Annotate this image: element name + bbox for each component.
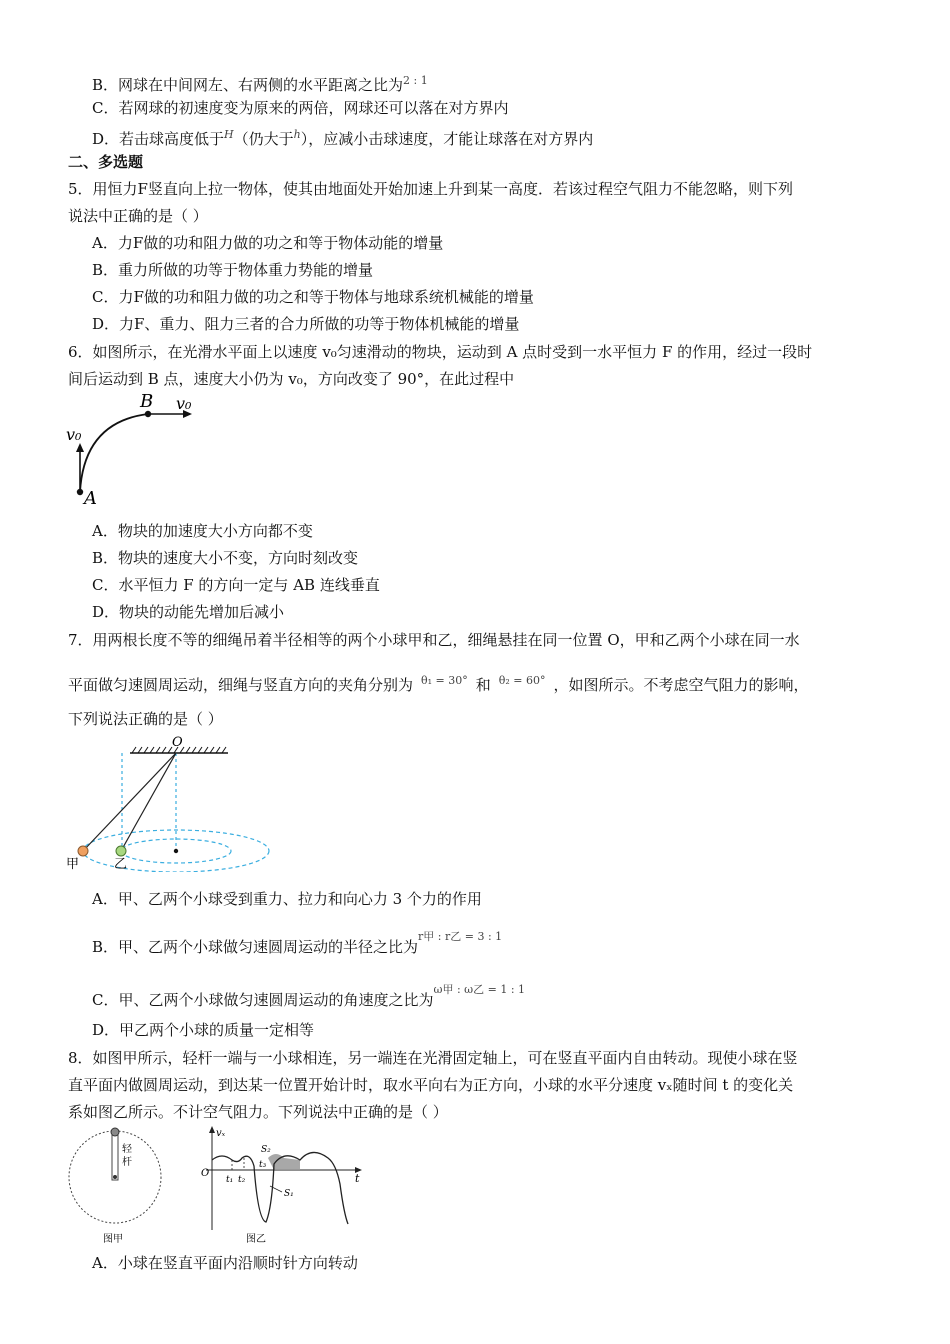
q6-stem-line2: 间后运动到 B 点，速度大小仍为 v₀，方向改变了 90°，在此过程中	[68, 370, 515, 388]
q8-fig-yi-caption: 图乙	[246, 1234, 266, 1245]
q7-figure	[62, 732, 277, 872]
q4-option-d	[92, 124, 593, 150]
q8-label-t1: t₁	[226, 1175, 234, 1185]
q4-option-c: C．若网球的初速度变为原来的两倍，网球还可以落在对方界内	[92, 99, 509, 117]
q8-figure-jia	[62, 1124, 172, 1246]
q8-label-vx: vₓ	[216, 1128, 226, 1139]
q4-option-d-part1: D．若击球高度低于	[92, 130, 225, 148]
q8-stem-line3: 系如图乙所示。不计空气阻力。下列说法中正确的是（ ）	[68, 1103, 448, 1121]
q7-option-c-ratio: ω甲 : ω乙 = 1 : 1	[433, 983, 526, 996]
section-heading: 二、多选题	[68, 153, 144, 171]
q8-label-t2: t₂	[238, 1175, 246, 1185]
q7-theta1: θ₁ = 30°	[421, 674, 468, 687]
q8-label-S1: S₁	[284, 1189, 294, 1199]
q7-stem-line2	[68, 670, 809, 696]
q4-option-b-ratio: 2 : 1	[403, 74, 428, 87]
q8-fig-jia-caption: 图甲	[103, 1234, 123, 1245]
q8-rod-label-1: 轻	[122, 1144, 132, 1155]
q5-option-d: D．力F、重力、阻力三者的合力所做的功等于物体机械能的增量	[92, 315, 520, 333]
q8-label-t: t	[355, 1172, 360, 1185]
q6-label-v0-left: v₀	[66, 425, 82, 444]
q6-label-A: A	[84, 488, 97, 508]
q8-stem-line2: 直平面内做圆周运动，到达某一位置开始计时，取水平向右为正方向，小球的水平分速度 vₓ随时间 t 的变化关	[68, 1076, 794, 1094]
q7-option-b	[92, 926, 502, 958]
q6-option-b: B．物块的速度大小不变，方向时刻改变	[92, 549, 359, 567]
q7-label-O: O	[172, 735, 183, 750]
q6-stem-line1: 6．如图所示，在光滑水平面上以速度 v₀匀速滑动的物块，运动到 A 点时受到一水平恒力 F 的作用，经过一段时	[68, 343, 813, 361]
q6-option-a: A．物块的加速度大小方向都不变	[92, 522, 313, 540]
q4-option-b	[92, 70, 428, 96]
q7-stem-line2-part1: 平面做匀速圆周运动，细绳与竖直方向的夹角分别为	[68, 676, 414, 694]
q7-option-b-text: B．甲、乙两个小球做匀速圆周运动的半径之比为	[92, 938, 419, 956]
q7-option-c	[92, 979, 525, 1011]
q6-label-v0-top: v₀	[176, 394, 192, 413]
q8-figure-yi	[198, 1124, 368, 1246]
q7-option-c-text: C．甲、乙两个小球做匀速圆周运动的角速度之比为	[92, 991, 434, 1009]
q7-label-jia: 甲	[66, 857, 80, 872]
q8-label-t3: t₃	[259, 1160, 267, 1170]
q7-label-yi: 乙	[114, 857, 128, 872]
q6-figure	[62, 388, 212, 508]
q7-stem-line3: 下列说法正确的是（ ）	[68, 710, 223, 728]
q5-option-c: C．力F做的功和阻力做的功之和等于物体与地球系统机械能的增量	[92, 288, 534, 306]
q6-option-d: D．物块的动能先增加后减小	[92, 603, 285, 621]
q7-theta2: θ₂ = 60°	[498, 674, 546, 687]
q7-option-a: A．甲、乙两个小球受到重力、拉力和向心力 3 个力的作用	[92, 890, 482, 908]
q4-option-d-part2: （仍大于	[233, 130, 294, 148]
q7-stem-line1: 7．用两根长度不等的细绳吊着半径相等的两个小球甲和乙，细绳悬挂在同一位置 O，甲和乙两个小球在同一水	[68, 631, 800, 649]
q8-option-a: A．小球在竖直平面内沿顺时针方向转动	[92, 1254, 358, 1272]
q7-option-d: D．甲乙两个小球的质量一定相等	[92, 1021, 315, 1039]
q8-label-S2: S₂	[261, 1145, 271, 1155]
q5-stem-line2: 说法中正确的是（ ）	[68, 207, 208, 225]
q5-stem-line1: 5．用恒力F竖直向上拉一物体，使其由地面处开始加速上升到某一高度．若该过程空气阻力不能忽略，则下列	[68, 180, 793, 198]
q5-option-a: A．力F做的功和阻力做的功之和等于物体动能的增量	[92, 234, 444, 252]
q4-option-d-h: h	[293, 128, 301, 141]
q7-stem-line2-part2: 和	[475, 676, 491, 694]
q7-option-b-ratio: r甲 : r乙 = 3 : 1	[418, 930, 503, 943]
q8-stem-line1: 8．如图甲所示，轻杆一端与一小球相连，另一端连在光滑固定轴上，可在竖直平面内自由转动。现使小球在竖	[68, 1049, 798, 1067]
q7-stem-line2-part3: ，如图所示。不考虑空气阻力的影响，	[553, 676, 809, 694]
q4-option-d-part3: ），应减小击球速度，才能让球落在对方界内	[300, 130, 594, 148]
q6-label-B: B	[140, 391, 154, 412]
q8-rod-label-2: 杆	[122, 1157, 132, 1168]
q6-option-c: C．水平恒力 F 的方向一定与 AB 连线垂直	[92, 576, 380, 594]
q8-label-O: O	[201, 1168, 210, 1179]
q5-option-b: B．重力所做的功等于物体重力势能的增量	[92, 261, 374, 279]
q4-option-d-H: H	[224, 128, 234, 141]
q4-option-b-text: B．网球在中间网左、右两侧的水平距离之比为	[92, 76, 404, 94]
